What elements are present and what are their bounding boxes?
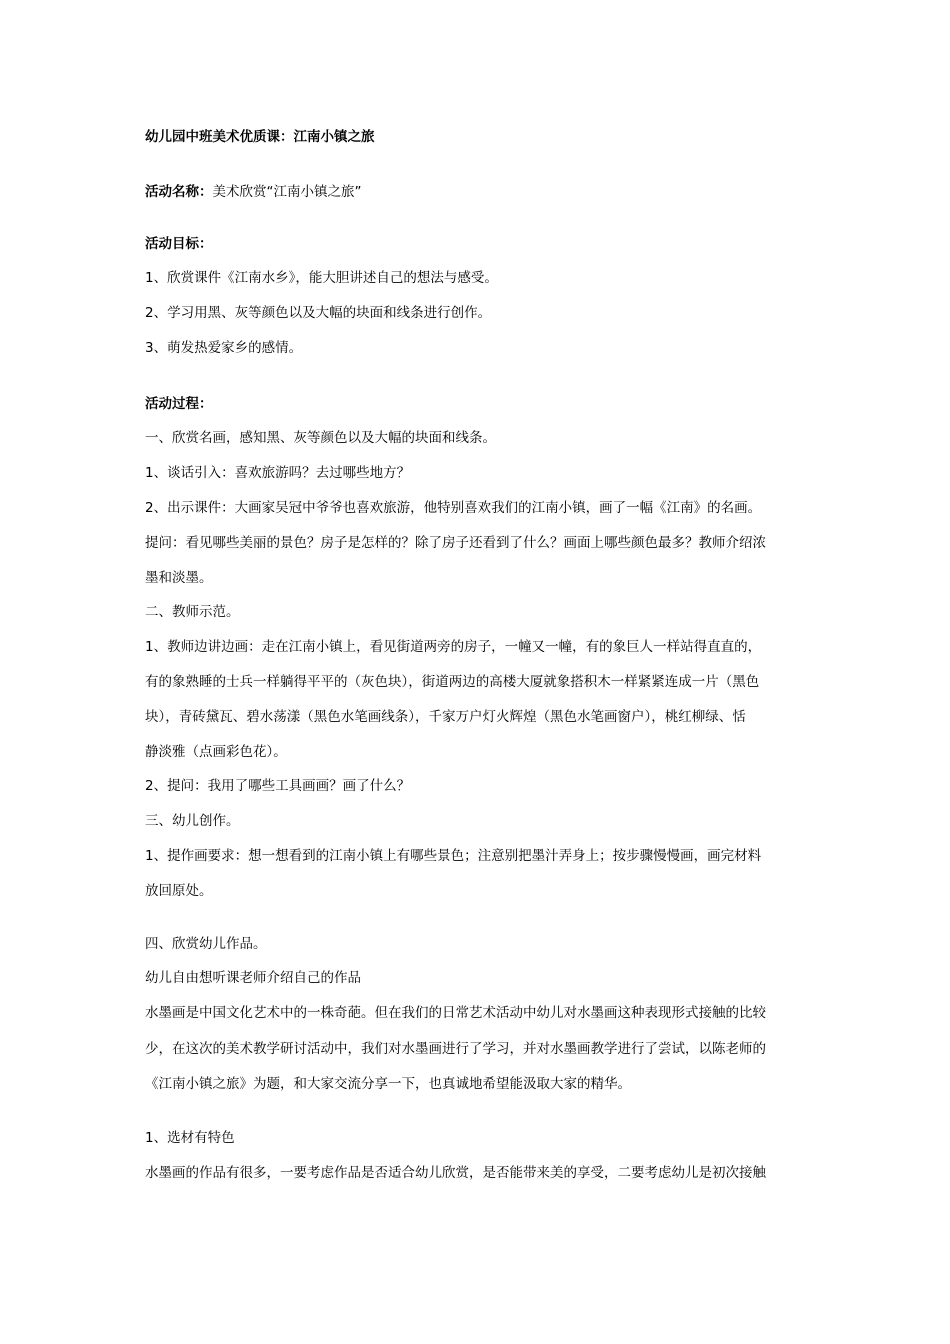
section4-line: 《江南小镇之旅》为题，和大家交流分享一下，也真诚地希望能汲取大家的精华。: [145, 1076, 631, 1092]
goal-item: 3、萌发热爱家乡的感情。: [145, 340, 303, 356]
activity-name-line: [145, 182, 362, 202]
process-line: 二、教师示范。: [145, 604, 240, 620]
process-line: 三、幼儿创作。: [145, 813, 240, 829]
process-line: 墨和淡墨。: [145, 570, 213, 586]
process-line: 1、教师边讲边画：走在江南小镇上，看见街道两旁的房子，一幢又一幢，有的象巨人一样站得直直的，: [145, 639, 762, 655]
process-heading: 活动过程：: [145, 396, 213, 412]
section4-line: 四、欣赏幼儿作品。: [145, 936, 267, 952]
activity-name-value: 美术欣赏“江南小镇之旅”: [212, 184, 362, 200]
section5-line: 水墨画的作品有很多，一要考虑作品是否适合幼儿欣赏，是否能带来美的享受，二要考虑幼儿是初次接触: [145, 1165, 766, 1181]
section4-line: 幼儿自由想听课老师介绍自己的作品: [145, 970, 361, 986]
process-line: 2、提问：我用了哪些工具画画？画了什么？: [145, 778, 411, 794]
process-line: 1、谈话引入：喜欢旅游吗？去过哪些地方？: [145, 465, 411, 481]
process-line: 提问：看见哪些美丽的景色？房子是怎样的？除了房子还看到了什么？画面上哪些颜色最多？教师介绍浓: [145, 535, 766, 551]
goal-item: 1、欣赏课件《江南水乡》，能大胆讲述自己的想法与感受。: [145, 270, 498, 286]
process-line: 一、欣赏名画，感知黑、灰等颜色以及大幅的块面和线条。: [145, 430, 496, 446]
goals-heading: 活动目标：: [145, 236, 213, 252]
goal-item: 2、学习用黑、灰等颜色以及大幅的块面和线条进行创作。: [145, 305, 492, 321]
process-line: 2、出示课件：大画家吴冠中爷爷也喜欢旅游，他特别喜欢我们的江南小镇，画了一幅《江南》的名画。: [145, 500, 762, 516]
process-line: 块），青砖黛瓦、碧水荡漾（黑色水笔画线条），千家万户灯火辉煌（黑色水笔画窗户），桃红柳绿、恬: [145, 709, 746, 725]
process-line: 1、提作画要求：想一想看到的江南小镇上有哪些景色；注意别把墨汁弄身上；按步骤慢慢画，画完材料: [145, 848, 762, 864]
process-line: 放回原处。: [145, 883, 213, 899]
process-line: 静淡雅（点画彩色花）。: [145, 744, 287, 760]
section4-line: 水墨画是中国文化艺术中的一株奇葩。但在我们的日常艺术活动中幼儿对水墨画这种表现形式接触的比较: [145, 1005, 766, 1021]
section5-line: 1、选材有特色: [145, 1130, 235, 1146]
section4-line: 少，在这次的美术教学研讨活动中，我们对水墨画进行了学习，并对水墨画教学进行了尝试，以陈老师的: [145, 1041, 766, 1057]
document-title: 幼儿园中班美术优质课：江南小镇之旅: [145, 129, 375, 145]
activity-name-label: 活动名称：: [145, 184, 213, 200]
process-line: 有的象熟睡的士兵一样躺得平平的（灰色块），街道两边的高楼大厦就象搭积木一样紧紧连成一片（黑色: [145, 674, 760, 690]
